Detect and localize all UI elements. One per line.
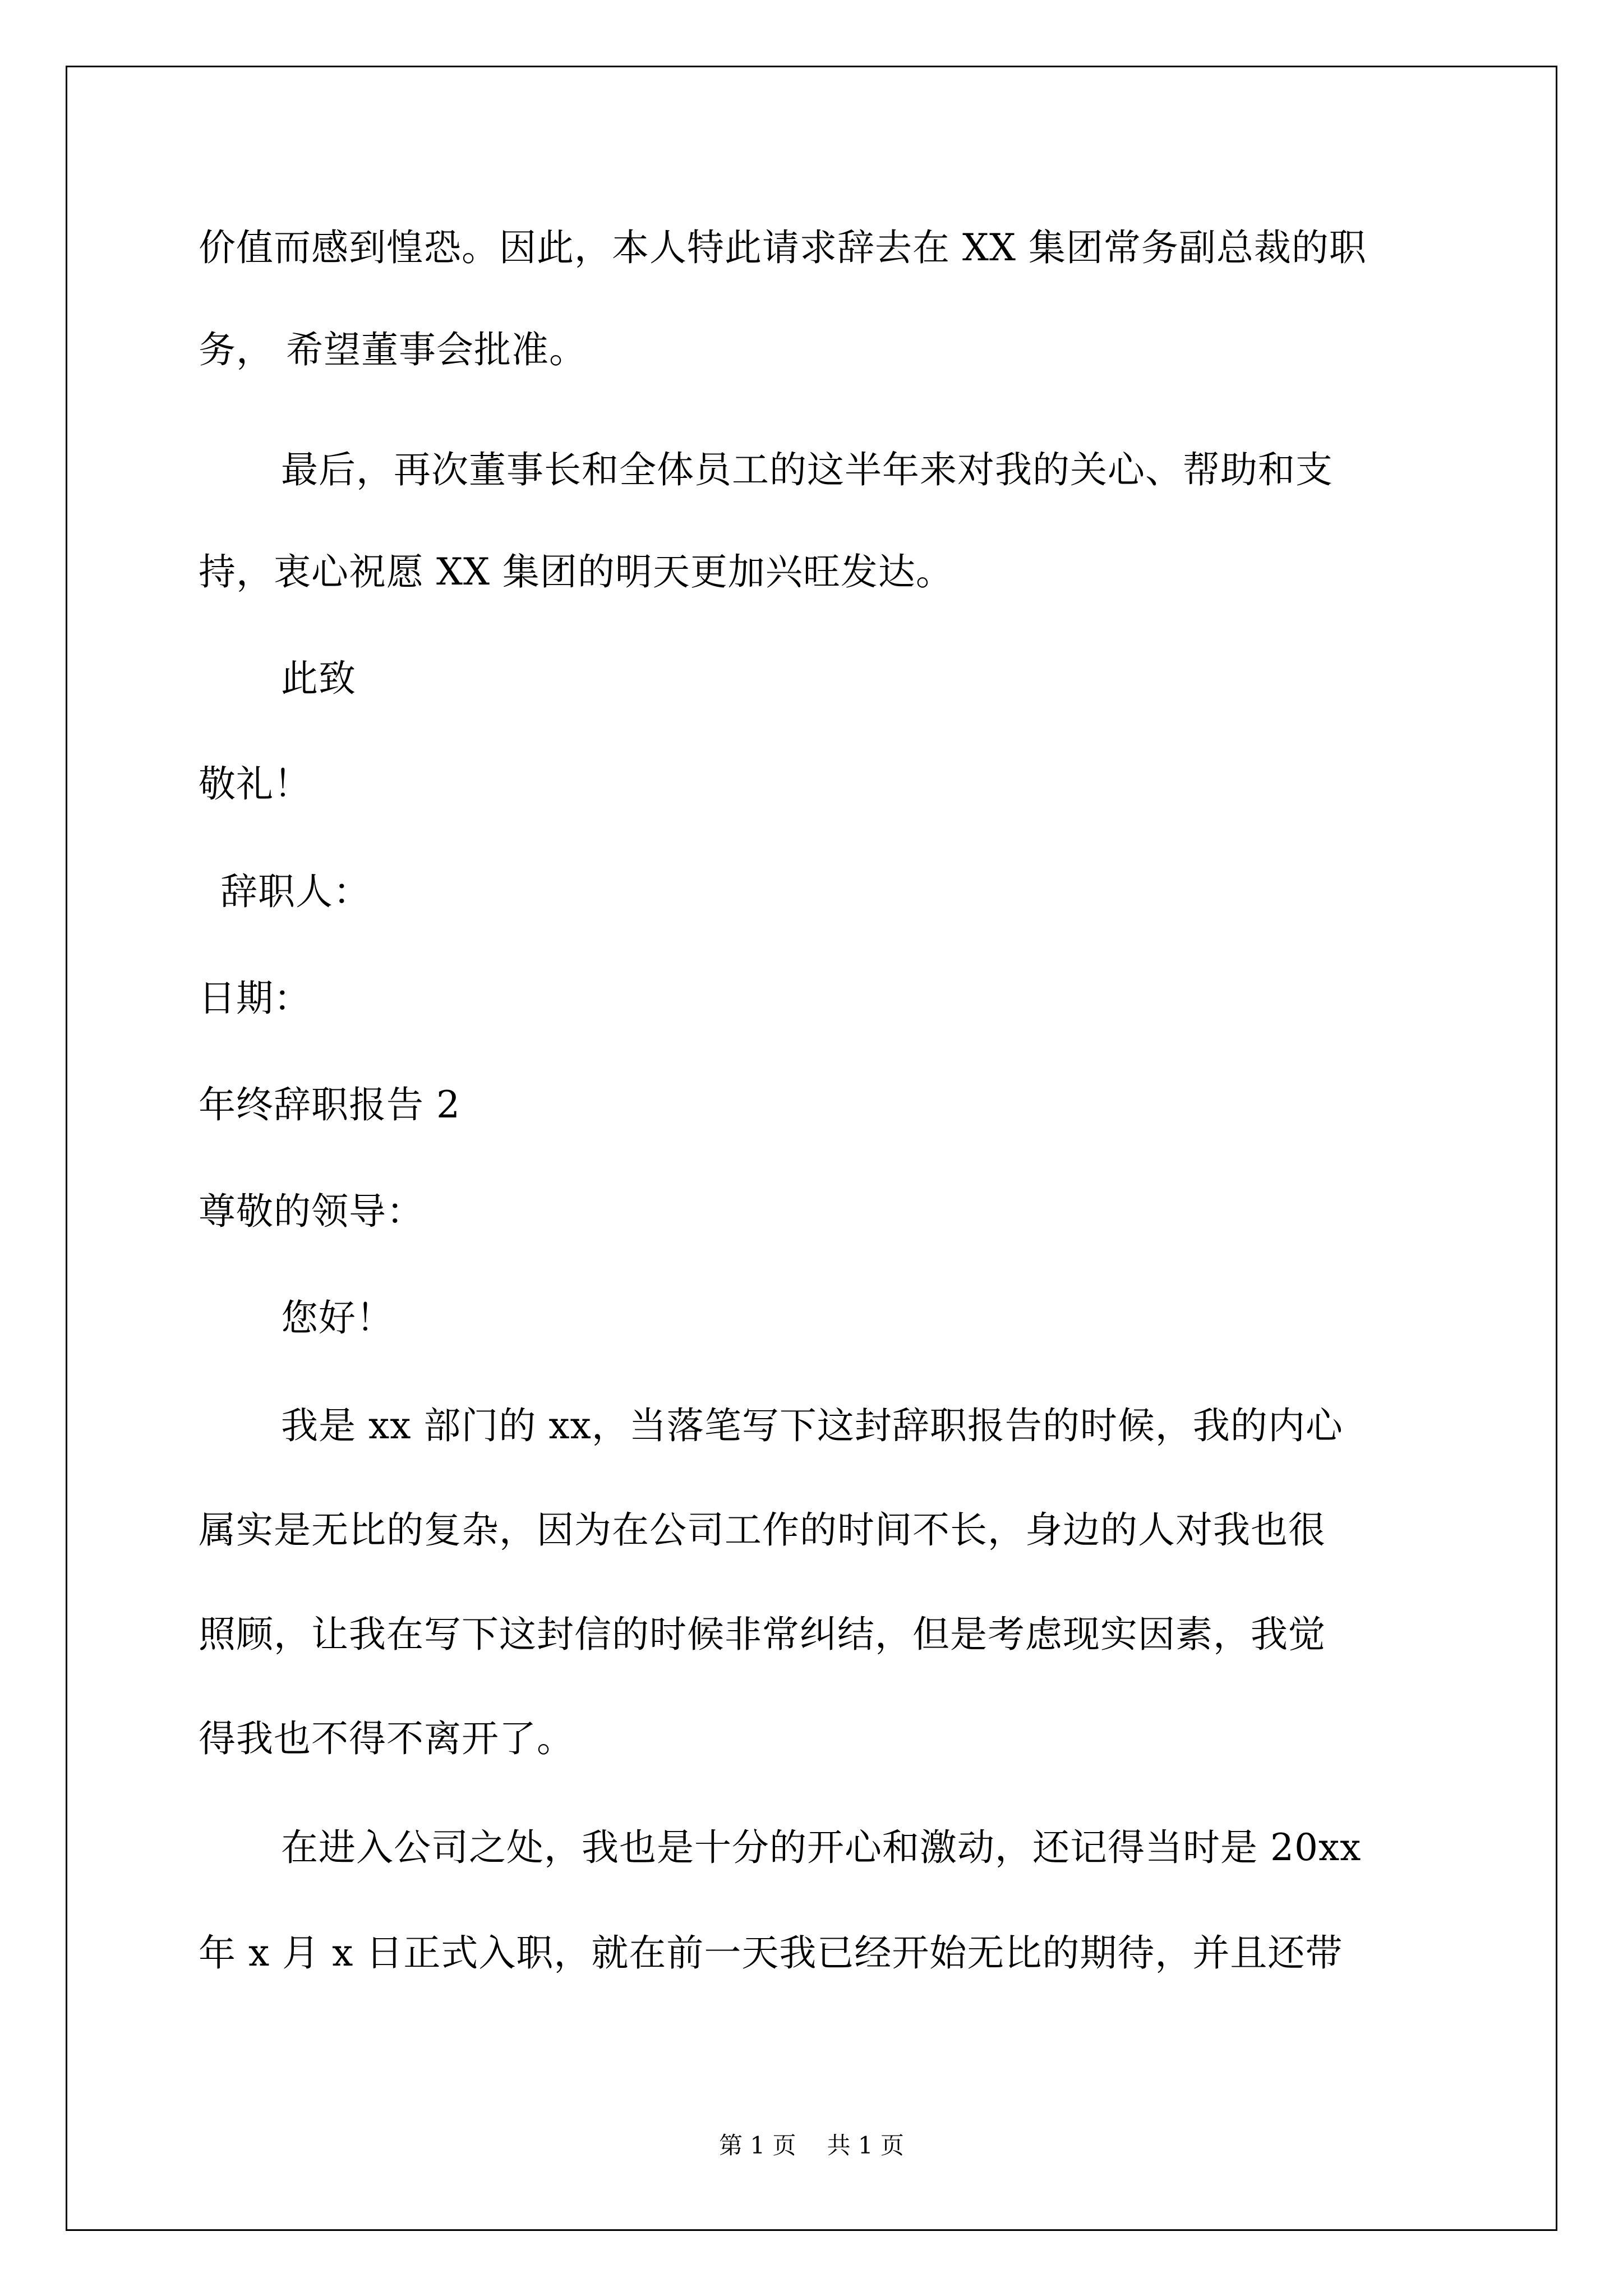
- body-line: 最后，再次董事长和全体员工的这半年来对我的关心、帮助和支: [281, 448, 1333, 491]
- page-border: [66, 66, 1557, 2231]
- date-label: 日期：: [199, 977, 311, 1020]
- greeting-recipient: 尊敬的领导：: [199, 1190, 424, 1233]
- body-line: 务， 希望董事会批准。: [199, 328, 587, 371]
- body-line: 年 x 月 x 日正式入职，就在前一天我已经开始无比的期待，并且还带: [199, 1931, 1343, 1975]
- body-line: 得我也不得不离开了。: [199, 1717, 574, 1760]
- body-line: 在进入公司之处，我也是十分的开心和激动，还记得当时是 20xx: [281, 1826, 1362, 1869]
- body-line: 持，衷心祝愿 XX 集团的明天更加兴旺发达。: [199, 550, 953, 593]
- closing-salutation: 此致: [281, 657, 356, 700]
- page-number: 第 1 页: [719, 2132, 796, 2159]
- body-line: 我是 xx 部门的 xx，当落笔写下这封辞职报告的时候，我的内心: [281, 1404, 1343, 1447]
- greeting: 您好！: [281, 1296, 394, 1340]
- body-line: 照顾，让我在写下这封信的时候非常纠结，但是考虑现实因素，我觉: [199, 1613, 1326, 1656]
- body-line: 属实是无比的复杂，因为在公司工作的时间不长，身边的人对我也很: [199, 1508, 1326, 1552]
- page-footer: [0, 2132, 1623, 2160]
- closing-regards: 敬礼！: [199, 762, 311, 806]
- body-line: 价值而感到惶恐。因此，本人特此请求辞去在 XX 集团常务副总裁的职: [199, 226, 1367, 269]
- section-title: 年终辞职报告 2: [199, 1083, 460, 1126]
- page-total: 共 1 页: [827, 2132, 904, 2159]
- signature-label: 辞职人：: [220, 870, 371, 913]
